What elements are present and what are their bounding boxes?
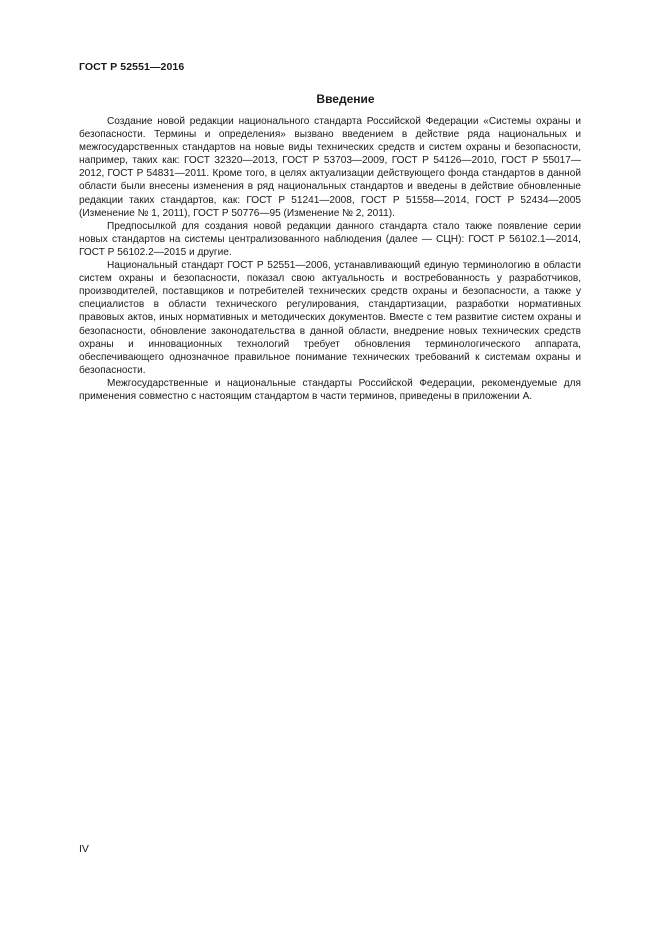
page-number: IV: [79, 843, 89, 855]
document-code-header: ГОСТ Р 52551—2016: [79, 61, 185, 73]
paragraph-2: Предпосылкой для создания новой редакции данного стандарта стало также появление серии новых стандартов на системы централизованного наблюдения (далее — СЦН): ГОСТ Р 56102.1—2014, ГОСТ Р 56102.2—2015 и другие.: [79, 220, 581, 258]
paragraph-3: Национальный стандарт ГОСТ Р 52551—2006, устанавливающий единую терминологию в области систем охраны и безопасности, показал свою актуальность и востребованность у разработчиков, производителей, поставщиков и потребителей технических средств охраны и безопасности, а также у специалистов в области технического регулирования, стандартизации, разработки нормативных правовых актов, иных нормативных и методических документов. Вместе с тем развитие систем охраны и безопасности, обновление законодательства в данной области, внедрение новых технических средств охраны и инновационных технологий требует обновления терминологического аппарата, обеспечивающего однозначное правильное понимание технических требований к системам охраны и безопасности.: [79, 260, 581, 376]
paragraph-4: Межгосударственные и национальные стандарты Российской Федерации, рекомендуемые для применения совместно с настоящим стандартом в части терминов, приведены в приложении А.: [79, 377, 581, 402]
introduction-body: [79, 115, 581, 403]
section-title: Введение: [316, 92, 375, 106]
paragraph-1: Создание новой редакции национального стандарта Российской Федерации «Системы охраны и безопасности. Термины и определения» вызвано введением в действие ряда национальных и межгосударственных стандартов на новые виды технических средств и систем охраны и безопасности, например, таких как: ГОСТ 32320—2013, ГОСТ Р 53703—2009, ГОСТ Р 54126—2010, ГОСТ Р 55017—2012, ГОСТ Р 54831—2011. Кроме того, в целях актуализации действующего фонда стандартов в данной области были внесены изменения в ряд национальных стандартов и введены в действие обновленные редакции таких стандартов, как: ГОСТ Р 51241—2008, ГОСТ Р 51558—2014, ГОСТ Р 52434—2005 (Изменение № 1, 2011), ГОСТ Р 50776—95 (Изменение № 2, 2011).: [79, 116, 581, 219]
